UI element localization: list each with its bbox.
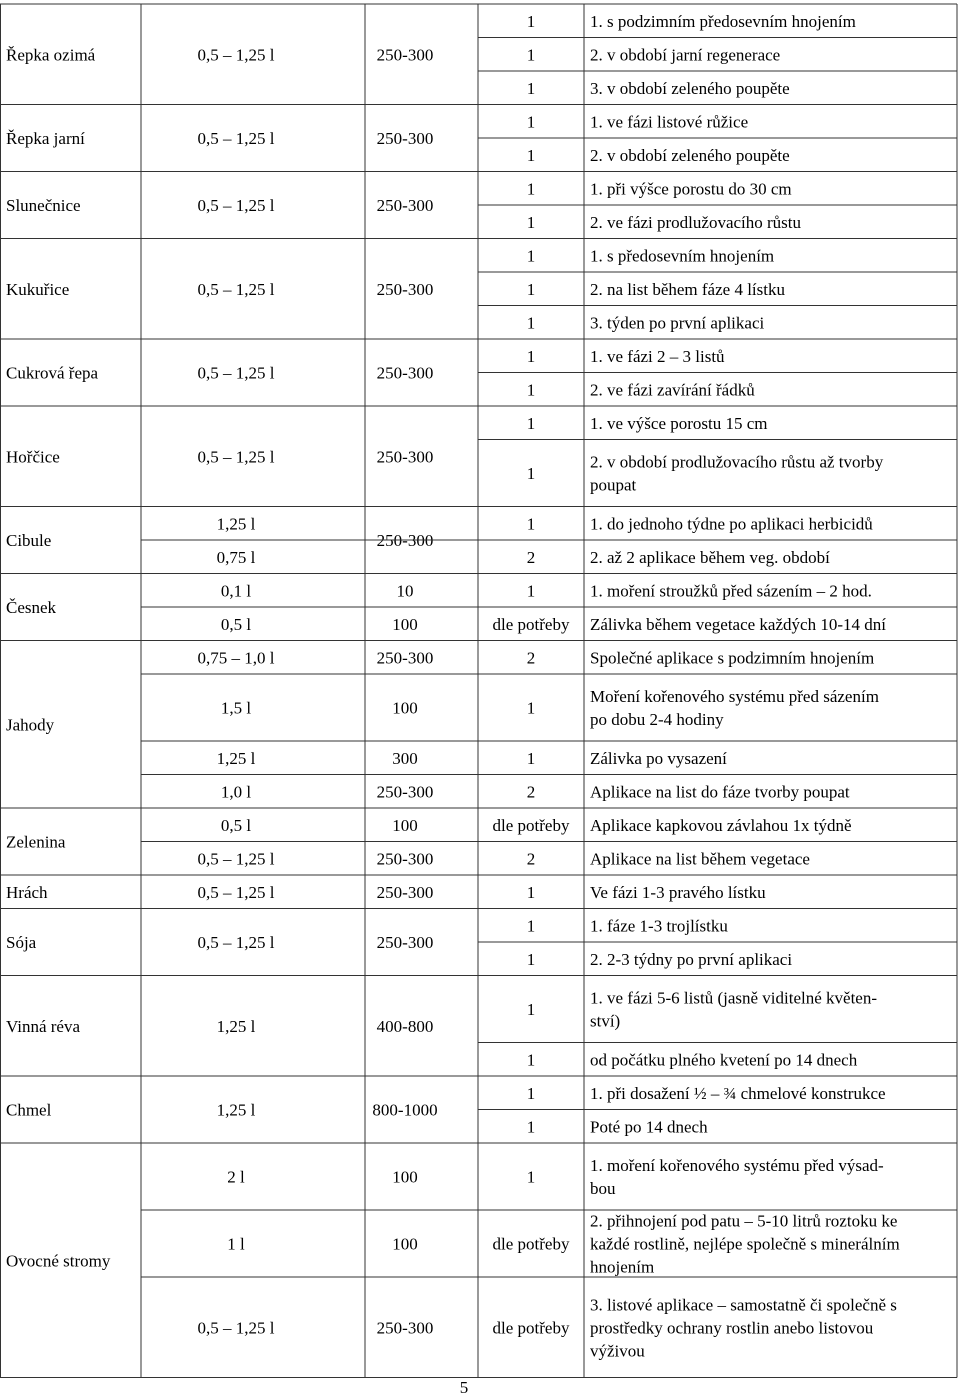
dose-cell: 0,5 – 1,25 l [197,447,275,467]
application-count: 2 [526,547,536,567]
application-count: 1 [526,882,536,902]
application-note: 2. v období jarní regenerace [590,45,781,65]
application-note: 2. ve fázi zavírání řádků [590,380,755,400]
application-count: 2 [526,782,536,802]
application-note: 1. s předosevním hnojením [590,246,775,266]
crop-name: Zelenina [6,832,66,852]
dose-cell: 0,1 l [220,581,252,601]
application-count: 1 [526,748,536,768]
water-cell: 250-300 [376,782,434,802]
crop-name: Česnek [6,598,57,617]
application-count: 1 [526,949,536,969]
water-cell: 250-300 [376,933,434,952]
application-count: 1 [526,246,536,266]
dose-cell: 0,5 – 1,25 l [197,129,275,148]
application-note-line: bou [590,1179,616,1198]
water-cell: 250-300 [376,531,434,550]
application-count: 1 [526,313,536,333]
application-count: 1 [526,179,536,199]
dose-cell: 0,5 – 1,25 l [197,882,275,902]
dose-cell: 0,5 – 1,25 l [197,1318,275,1338]
application-count: 1 [526,514,536,534]
crop-name: Jahody [6,715,55,735]
crop-name: Řepka ozimá [6,45,96,65]
crop-name: Sója [6,933,37,952]
application-note: Aplikace na list během vegetace [590,849,810,869]
water-cell: 250-300 [376,196,434,215]
application-count: 1 [526,112,536,132]
application-note: Společné aplikace s podzimním hnojením [590,648,875,668]
application-note: Poté po 14 dnech [590,1117,708,1137]
application-note-line: prostředky ochrany rostlin anebo listovou [590,1318,874,1338]
application-note: Aplikace kapkovou závlahou 1x týdně [590,815,852,835]
application-note: Ve fázi 1-3 pravého lístku [590,882,766,902]
water-cell: 100 [392,698,418,718]
dose-cell: 0,5 l [220,815,252,835]
dose-cell: 1,25 l [216,1016,256,1036]
dose-cell: 1,5 l [220,698,252,718]
application-count: 1 [526,916,536,936]
application-note: 3. týden po první aplikaci [590,313,765,333]
application-note: 1. ve fázi 2 – 3 listů [590,346,725,366]
application-count: 1 [526,1117,536,1137]
application-count: dle potřeby [492,1318,570,1338]
water-cell: 100 [392,1167,418,1187]
application-count: 1 [526,413,536,433]
crop-name: Cibule [6,531,52,550]
water-cell: 250-300 [376,447,434,467]
crop-name: Ovocné stromy [6,1251,111,1271]
application-count: dle potřeby [492,1234,570,1254]
dose-cell: 0,5 – 1,25 l [197,196,275,215]
water-cell: 300 [392,748,418,768]
application-note: 2. až 2 aplikace během veg. období [590,547,830,567]
application-note-line: po dobu 2-4 hodiny [590,710,724,729]
crop-name: Chmel [6,1100,52,1120]
application-note: Aplikace na list do fáze tvorby poupat [590,782,850,802]
water-cell: 100 [392,1234,418,1254]
application-note: 1. fáze 1-3 trojlístku [590,916,728,936]
water-cell: 250-300 [376,45,434,65]
dose-cell: 0,5 – 1,25 l [197,933,275,952]
water-cell: 250-300 [376,1318,434,1338]
application-note: 1. do jednoho týdne po aplikaci herbicidů [590,514,873,534]
dose-cell: 1 l [227,1234,245,1254]
application-count: dle potřeby [492,614,570,634]
application-count: 1 [526,380,536,400]
water-cell: 250-300 [376,849,434,869]
water-cell: 250-300 [376,882,434,902]
crop-name: Slunečnice [6,196,81,215]
application-count: 1 [526,145,536,165]
application-note-line: 2. v období prodlužovacího růstu až tvorby [590,452,884,472]
dose-cell: 0,5 – 1,25 l [197,849,275,869]
water-cell: 800-1000 [372,1100,438,1120]
water-cell: 400-800 [376,1016,434,1036]
crop-name: Vinná réva [6,1016,81,1036]
application-note: 2. na list během fáze 4 lístku [590,279,785,299]
application-note: 1. s podzimním předosevním hnojením [590,11,856,31]
application-note-line: poupat [590,475,637,495]
water-cell: 250-300 [376,363,434,383]
application-note-line: 2. přihnojení pod patu – 5-10 litrů roztoku ke [590,1211,898,1231]
dose-cell: 0,5 l [220,614,252,634]
application-count: 1 [526,11,536,31]
application-note: 1. ve fázi listové růžice [590,112,749,132]
water-cell: 10 [396,581,414,601]
application-count: 2 [526,849,536,869]
application-note: 2. 2-3 týdny po první aplikaci [590,949,793,969]
page-number: 5 [459,1378,469,1394]
application-note: 2. v období zeleného poupěte [590,145,790,165]
dose-cell: 0,5 – 1,25 l [197,363,275,383]
dose-cell: 1,25 l [216,1100,256,1120]
water-cell: 250-300 [376,129,434,148]
application-note-line: každé rostlině, nejlépe společně s minerálním [590,1234,900,1254]
water-cell: 250-300 [376,279,434,299]
dose-cell: 2 l [227,1167,245,1187]
application-count: 1 [526,698,536,718]
application-note-line: ství) [590,1011,621,1031]
application-note-line: 1. ve fázi 5-6 listů (jasně viditelné květen- [590,988,878,1008]
dose-cell: 1,25 l [216,748,256,768]
application-note: Zálivka po vysazení [590,748,727,768]
application-note: 2. ve fázi prodlužovacího růstu [590,212,802,232]
dose-cell: 0,75 l [216,547,256,567]
application-count: 2 [526,648,536,668]
application-count: 1 [526,1000,536,1019]
application-note: Zálivka během vegetace každých 10-14 dní [590,614,886,634]
application-count: 1 [526,45,536,65]
dose-cell: 1,25 l [216,514,256,534]
crop-name: Hořčice [6,447,60,467]
crop-name: Řepka jarní [6,129,85,148]
application-count: dle potřeby [492,815,570,835]
water-cell: 100 [392,815,418,835]
dose-cell: 1,0 l [220,782,252,802]
application-note-line: výživou [590,1341,645,1361]
crop-name: Kukuřice [6,279,70,299]
application-count: 1 [526,1083,536,1103]
application-count: 1 [526,1167,536,1187]
application-note: 1. při výšce porostu do 30 cm [590,179,792,199]
application-note-line: Moření kořenového systému před sázením [590,687,879,706]
dose-cell: 0,5 – 1,25 l [197,45,275,65]
application-note: 1. moření stroužků před sázením – 2 hod. [590,581,872,601]
application-note-line: hnojením [590,1257,655,1277]
application-count: 1 [526,346,536,366]
dose-cell: 0,5 – 1,25 l [197,279,275,299]
application-count: 1 [526,212,536,232]
application-note-line: 1. moření kořenového systému před výsad- [590,1156,884,1175]
application-note: 3. v období zeleného poupěte [590,78,790,98]
water-cell: 250-300 [376,648,434,668]
application-note-line: 3. listové aplikace – samostatně či společně s [590,1295,897,1315]
crop-name: Hrách [6,882,48,902]
crop-name: Cukrová řepa [6,363,99,383]
water-cell: 100 [392,614,418,634]
application-note: od počátku plného kvetení po 14 dnech [590,1050,858,1070]
application-count: 1 [526,1050,536,1070]
application-note: 1. při dosažení ½ – ¾ chmelové konstrukce [590,1083,886,1103]
application-count: 1 [526,464,536,483]
dose-cell: 0,75 – 1,0 l [197,648,275,668]
application-note: 1. ve výšce porostu 15 cm [590,413,768,433]
application-count: 1 [526,279,536,299]
application-count: 1 [526,78,536,98]
application-count: 1 [526,581,536,601]
